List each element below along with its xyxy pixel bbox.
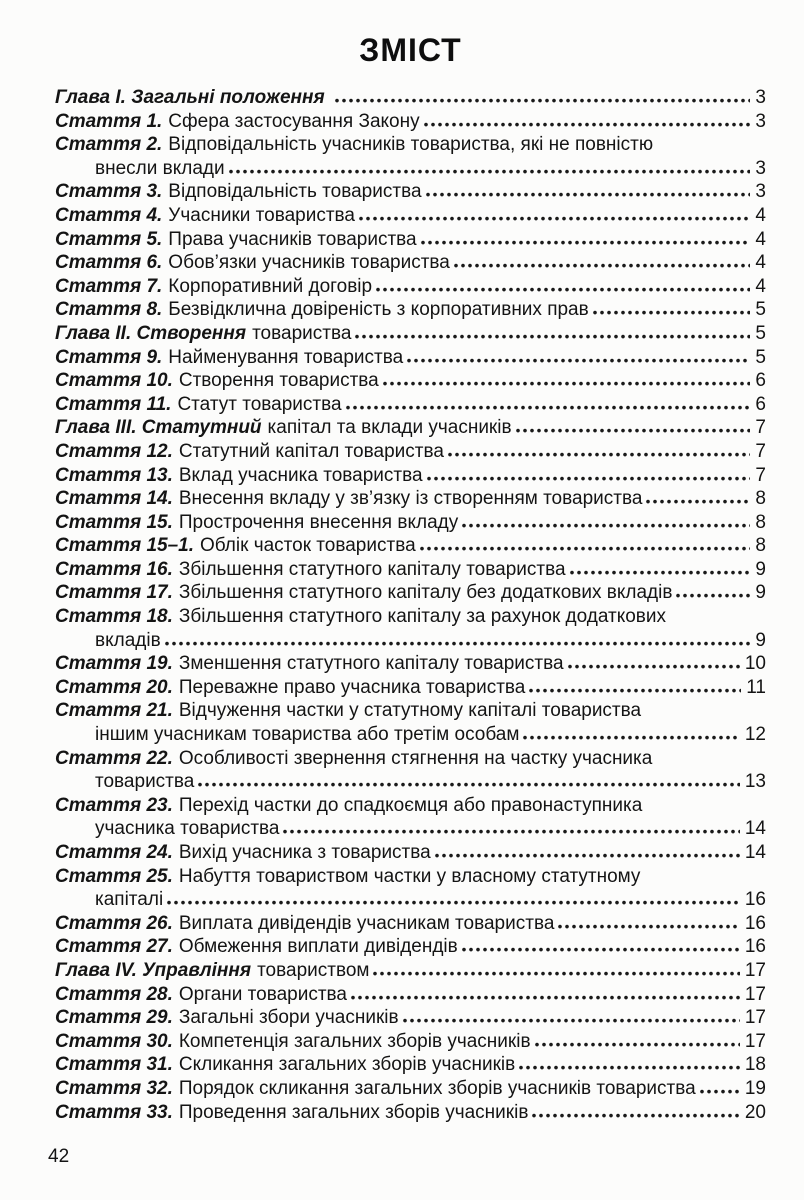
toc-line [55,770,766,794]
entry-page-number: 5 [755,346,766,368]
toc-line [55,275,766,299]
entry-text: Вклад учасника товариства [178,464,423,486]
entry-page-number: 8 [755,511,766,533]
toc-line [55,865,766,889]
dot-leader [646,499,750,504]
entry-page-number: 14 [744,818,766,840]
entry-text: Статутний капітал товариства [178,440,444,462]
toc-line [55,841,766,865]
entry-text: Вихід учасника з товариства [178,842,431,863]
entry-page-number: 16 [744,936,766,958]
entry-page-number: 7 [755,417,766,439]
entry-label: Стаття 19. [55,653,173,675]
toc-line [55,1030,766,1054]
entry-text: вкладів [95,629,161,651]
entry-page-number: 17 [744,959,766,981]
entry-text: учасника товариства [95,818,280,840]
entry-page-number: 3 [755,181,766,203]
dot-leader [420,546,751,551]
toc-line [55,747,766,771]
entry-page-number: 9 [755,629,766,651]
entry-label: Стаття 15–1. [55,535,194,557]
toc-line [55,251,766,275]
entry-label: Стаття 5. [55,228,163,250]
entry-page-number: 3 [755,157,766,179]
entry-text: Відповідальність учасників товариства, які не повністю [168,134,654,156]
entry-text: Набуття товариством частки у власному статутному [178,865,641,887]
entry-label: Глава I. Загальні положення [55,87,325,108]
entry-text: Особливості звернення стягнення на частку учасника [178,747,653,769]
entry-label: Стаття 20. [55,676,173,698]
entry-label: Стаття 29. [55,1007,173,1029]
toc-line [55,1101,766,1125]
dot-leader [167,900,740,905]
toc-line [55,817,766,841]
toc-line [55,204,766,228]
entry-text: Обмеження виплати дивідендів [178,936,458,958]
dot-leader [448,452,751,457]
entry-label: Стаття 23. [55,794,173,816]
toc-line [55,180,766,204]
toc-line [55,464,766,488]
toc-line [55,534,766,558]
entry-label: Стаття 28. [55,983,173,1005]
entry-text: іншим учасникам товариства або третім особам [95,724,520,746]
entry-label: Глава II. Створення [55,322,247,344]
entry-text: товариством [257,959,370,981]
dot-leader [462,523,750,528]
dot-leader [383,381,751,386]
toc-line [55,298,766,322]
dot-leader [454,263,751,268]
toc-line [55,1077,766,1101]
dot-leader [346,405,751,410]
entry-text: Облік часток товариства [199,535,416,557]
entry-label: Стаття 18. [55,606,173,628]
entry-page-number: 4 [755,204,766,226]
entry-label: Стаття 7. [55,275,163,297]
entry-text: Сфера застосування Закону [168,110,420,132]
entry-label: Стаття 32. [55,1077,173,1099]
entry-text: внесли вклади [95,157,225,179]
dot-leader [519,1065,740,1070]
toc-line [55,228,766,252]
entry-label: Стаття 31. [55,1054,173,1076]
entry-label: Стаття 8. [55,299,163,321]
entry-page-number: 3 [755,87,766,108]
dot-leader [165,641,751,646]
entry-page-number: 7 [755,464,766,486]
toc-line [55,629,766,653]
entry-page-number: 4 [755,252,766,274]
entry-text: Найменування товариства [168,346,404,368]
entry-label: Глава IV. Управління [55,959,252,981]
entry-text: Збільшення статутного капіталу за рахунок додаткових [178,606,667,628]
toc-line [55,393,766,417]
entry-text: Виплата дивідендів учасникам товариства [178,912,555,934]
entry-text: Учасники товариства [168,204,355,226]
entry-text: Переважне право учасника товариства [178,676,526,698]
entry-text: товариства [95,771,195,793]
dot-leader [593,310,751,315]
entry-page-number: 19 [744,1077,766,1099]
entry-label: Стаття 24. [55,842,173,863]
dot-leader [568,664,740,669]
toc-line [55,346,766,370]
entry-label: Стаття 21. [55,700,173,722]
dot-leader [516,428,751,433]
entry-label: Стаття 14. [55,488,173,510]
toc-line [55,652,766,676]
dot-leader [359,216,750,221]
toc-line [55,1053,766,1077]
entry-page-number: 5 [755,322,766,344]
page-title: ЗМІСТ [359,32,462,68]
entry-page-number: 18 [744,1054,766,1076]
entry-text: Проведення загальних зборів учасників [178,1101,529,1123]
entry-label: Стаття 22. [55,747,173,769]
dot-leader [351,995,740,1000]
entry-label: Стаття 33. [55,1101,173,1123]
entry-text: Прострочення внесення вкладу [178,511,459,533]
toc-line [55,699,766,723]
entry-label: Стаття 4. [55,204,163,226]
toc-list [55,86,766,1124]
dot-leader [229,169,751,174]
entry-page-number: 17 [744,1030,766,1052]
entry-text: Зменшення статутного капіталу товариства [178,653,564,675]
entry-page-number: 17 [744,983,766,1005]
entry-text: Створення товариства [178,370,379,392]
entry-text: капітал та вклади учасників [267,417,512,439]
entry-text: Відповідальність товариства [168,181,422,203]
toc-chapter-line [55,322,766,346]
entry-page-number: 20 [744,1101,766,1123]
dot-leader [435,853,740,858]
entry-label: Стаття 2. [55,134,163,156]
dot-leader [355,334,750,339]
entry-label: Стаття 26. [55,912,173,934]
toc-line [55,605,766,629]
entry-text: Збільшення статутного капіталу товариства [178,558,566,580]
toc-line [55,983,766,1007]
toc-line [55,558,766,582]
entry-text: Обов’язки учасників товариства [168,252,450,274]
toc-chapter-line [55,86,766,110]
dot-leader [198,782,740,787]
dot-leader [676,593,750,598]
toc-line [55,511,766,535]
entry-page-number: 9 [755,558,766,580]
entry-page-number: 9 [755,582,766,604]
entry-page-number: 16 [744,889,766,911]
toc-line [55,369,766,393]
entry-page-number: 17 [744,1007,766,1029]
entry-page-number: 5 [755,299,766,321]
toc-line [55,935,766,959]
dot-leader [407,358,750,363]
entry-page-number: 12 [744,724,766,746]
entry-text: Компетенція загальних зборів учасників [178,1030,531,1052]
toc-chapter-line [55,959,766,983]
dot-leader [335,98,751,103]
entry-label: Стаття 10. [55,370,173,392]
toc-chapter-line [55,416,766,440]
entry-text: Порядок скликання загальних зборів учасників товариства [178,1077,696,1099]
toc-line [55,888,766,912]
entry-text: Внесення вкладу у зв’язку із створенням товариства [178,488,643,510]
dot-leader [421,240,751,245]
entry-label: Стаття 9. [55,346,163,368]
toc-line [55,723,766,747]
entry-text: капіталі [95,889,164,911]
entry-page-number: 11 [746,676,766,698]
dot-leader [529,688,741,693]
entry-page-number: 16 [744,912,766,934]
entry-page-number: 13 [744,771,766,793]
toc-line [55,157,766,181]
entry-label: Стаття 27. [55,936,173,958]
toc-line [55,912,766,936]
dot-leader [462,947,740,952]
dot-leader [558,924,739,929]
dot-leader [700,1089,740,1094]
entry-text: Скликання загальних зборів учасників [178,1054,516,1076]
dot-leader [373,971,739,976]
entry-text: Статут товариства [177,393,342,415]
dot-leader [426,192,751,197]
entry-page-number: 14 [744,842,766,863]
entry-page-number: 4 [755,275,766,297]
entry-label: Глава III. Статутний [55,417,262,439]
dot-leader [283,829,739,834]
toc-line [55,1006,766,1030]
entry-text: Перехід частки до спадкоємця або правонаступника [178,794,643,816]
entry-text: Збільшення статутного капіталу без додаткових вкладів [178,582,673,604]
entry-text: Органи товариства [178,983,348,1005]
dot-leader [376,287,750,292]
entry-label: Стаття 6. [55,252,163,274]
entry-label: Стаття 16. [55,558,173,580]
toc-line [55,487,766,511]
entry-text: Загальні збори учасників [178,1007,399,1029]
footer-page-number: 42 [48,1146,70,1168]
entry-label: Стаття 17. [55,582,173,604]
toc-line [55,676,766,700]
entry-label: Стаття 15. [55,511,173,533]
dot-leader [424,122,751,127]
toc-line [55,794,766,818]
dot-leader [532,1113,739,1118]
toc-line [55,440,766,464]
entry-page-number: 8 [755,488,766,510]
entry-label: Стаття 11. [55,393,172,415]
entry-page-number: 6 [755,370,766,392]
entry-label: Стаття 25. [55,865,173,887]
entry-page-number: 7 [755,440,766,462]
entry-page-number: 3 [755,110,766,132]
toc-line [55,133,766,157]
entry-page-number: 10 [744,653,766,675]
entry-text: Відчуження частки у статутному капіталі товариства [178,700,642,722]
entry-text: Права учасників товариства [168,228,417,250]
dot-leader [570,570,751,575]
entry-label: Стаття 3. [55,181,163,203]
entry-text: Корпоративний договір [168,275,373,297]
dot-leader [403,1018,740,1023]
entry-label: Стаття 12. [55,440,173,462]
entry-page-number: 6 [755,393,766,415]
toc-line [55,110,766,134]
dot-leader [523,735,739,740]
dot-leader [427,476,751,481]
entry-text: товариства [252,322,352,344]
entry-page-number: 4 [755,228,766,250]
entry-text: Безвідклична довіреність з корпоративних прав [168,299,589,321]
dot-leader [535,1042,740,1047]
entry-page-number: 8 [755,535,766,557]
toc-line [55,581,766,605]
entry-label: Стаття 1. [55,110,163,132]
entry-label: Стаття 30. [55,1030,173,1052]
entry-label: Стаття 13. [55,464,173,486]
